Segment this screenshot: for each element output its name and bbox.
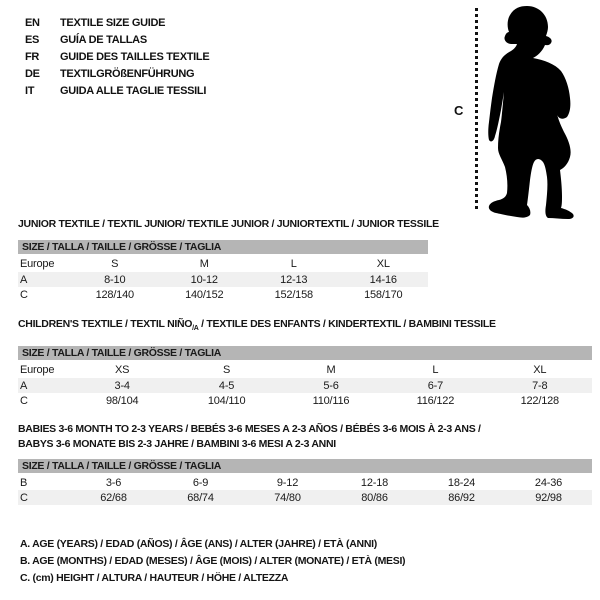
language-code: EN <box>25 17 40 29</box>
height-value: 122/128 <box>520 394 559 407</box>
row-label: A <box>20 273 28 286</box>
language-row-es <box>25 32 209 49</box>
row-label: C <box>20 288 28 301</box>
age-value: 3-4 <box>114 379 130 392</box>
height-value: 140/152 <box>185 288 224 301</box>
size-column-header: XS <box>115 364 130 377</box>
legend-note-b: B. AGE (MONTHS) / EDAD (MESES) / ÂGE (MOIS) / ALTER (MONATE) / ETÀ (MESI) <box>20 555 406 567</box>
language-row-it <box>25 83 209 100</box>
height-value: 128/140 <box>95 288 134 301</box>
legend-note-c: C. (cm) HEIGHT / ALTURA / HAUTEUR / HÖHE / ALTEZZA <box>20 572 289 584</box>
age-value: 24-36 <box>534 476 563 489</box>
language-row-de <box>25 66 209 83</box>
table-row-height <box>18 490 592 505</box>
age-value: 14-16 <box>369 273 397 286</box>
table-row-age <box>18 272 428 287</box>
region-label: Europe <box>20 364 55 377</box>
babies-size-header-bar: SIZE / TALLA / TAILLE / GRÖSSE / TAGLIA <box>18 459 592 473</box>
language-code: ES <box>25 34 40 46</box>
language-title: TEXTILGRÖßENFÜHRUNG <box>60 68 195 80</box>
language-title: TEXTILE SIZE GUIDE <box>60 17 166 29</box>
children-textile-section <box>18 318 592 408</box>
language-title: GUIDE DES TAILLES TEXTILE <box>60 51 210 63</box>
babies-textile-section <box>18 422 592 505</box>
age-value: 7-8 <box>532 379 548 392</box>
children-size-header-bar: SIZE / TALLA / TAILLE / GRÖSSE / TAGLIA <box>18 346 592 360</box>
height-measure-label: C <box>454 103 464 118</box>
height-measure-dashed-line <box>475 8 478 211</box>
table-row-age <box>18 378 592 393</box>
size-column-header: S <box>223 364 231 377</box>
language-row-fr <box>25 49 209 66</box>
age-value: 4-5 <box>218 379 235 392</box>
language-row-en <box>25 15 209 32</box>
row-label: C <box>20 394 28 407</box>
height-value: 74/80 <box>274 491 301 504</box>
language-title: GUÍA DE TALLAS <box>60 34 147 46</box>
age-value: 18-24 <box>447 476 476 489</box>
language-code: FR <box>25 51 40 63</box>
junior-size-table <box>18 256 428 302</box>
age-value: 10-12 <box>190 273 218 286</box>
table-row-age-months <box>18 475 592 490</box>
size-column-header: L <box>290 258 297 270</box>
size-column-header: L <box>432 364 439 377</box>
row-label: C <box>20 491 28 504</box>
children-title-subscript: /A <box>192 325 199 333</box>
children-size-table <box>18 362 592 408</box>
babies-section-title <box>18 422 592 452</box>
language-title-block <box>25 15 209 100</box>
row-label: B <box>20 476 28 489</box>
size-column-header: XL <box>376 258 390 270</box>
row-label: A <box>20 379 28 392</box>
baby-silhouette-icon <box>487 2 600 220</box>
region-label: Europe <box>20 258 55 270</box>
legend-note-a: A. AGE (YEARS) / EDAD (AÑOS) / ÂGE (ANS) / ALTER (JAHRE) / ETÀ (ANNI) <box>20 538 377 550</box>
size-column-header: XL <box>533 364 547 377</box>
table-row-height <box>18 393 592 408</box>
age-value: 6-7 <box>427 379 444 392</box>
children-title-text: / TEXTILE DES ENFANTS / KINDERTEXTIL / BAMBINI TESSILE <box>198 318 496 330</box>
babies-title-line1: BABIES 3-6 MONTH TO 2-3 YEARS / BEBÉS 3-6 MESES A 2-3 AÑOS / BÉBÉS 3-6 MOIS À 2-3 ANS / <box>18 423 481 435</box>
children-section-title <box>18 318 592 335</box>
size-column-header: S <box>111 258 119 270</box>
age-value: 12-18 <box>360 476 389 489</box>
age-value: 3-6 <box>105 476 122 489</box>
height-value: 62/68 <box>100 491 127 504</box>
junior-size-header-bar: SIZE / TALLA / TAILLE / GRÖSSE / TAGLIA <box>18 240 428 254</box>
junior-textile-section <box>18 218 439 302</box>
table-row-region <box>18 256 428 272</box>
height-value: 152/158 <box>274 288 313 301</box>
height-value: 80/86 <box>361 491 388 504</box>
height-value: 86/92 <box>448 491 475 504</box>
height-value: 98/104 <box>105 394 139 407</box>
children-title-text: CHILDREN'S TEXTILE / TEXTIL NIÑO <box>18 318 193 330</box>
height-value: 116/122 <box>416 394 455 407</box>
language-code: IT <box>25 85 35 97</box>
height-value: 110/116 <box>312 394 350 407</box>
size-column-header: M <box>326 364 336 377</box>
babies-title-line2: BABYS 3-6 MONATE BIS 2-3 JAHRE / BAMBINI 3-6 MESI A 2-3 ANNI <box>18 438 336 450</box>
age-value: 5-6 <box>323 379 339 392</box>
height-value: 68/74 <box>187 491 214 504</box>
babies-size-table <box>18 475 592 505</box>
height-value: 158/170 <box>364 288 403 301</box>
height-value: 92/98 <box>535 491 562 504</box>
junior-section-title: JUNIOR TEXTILE / TEXTIL JUNIOR/ TEXTILE JUNIOR / JUNIORTEXTIL / JUNIOR TESSILE <box>18 218 439 230</box>
age-value: 6-9 <box>192 476 209 489</box>
age-value: 8-10 <box>104 273 126 286</box>
height-value: 104/110 <box>207 394 246 407</box>
size-column-header: M <box>199 258 209 270</box>
language-title: GUIDA ALLE TAGLIE TESSILI <box>60 85 207 97</box>
table-row-height <box>18 287 428 302</box>
language-code: DE <box>25 68 40 80</box>
table-row-region <box>18 362 592 378</box>
age-value: 12-13 <box>280 273 308 286</box>
legend-notes <box>20 536 405 587</box>
age-value: 9-12 <box>276 476 299 489</box>
